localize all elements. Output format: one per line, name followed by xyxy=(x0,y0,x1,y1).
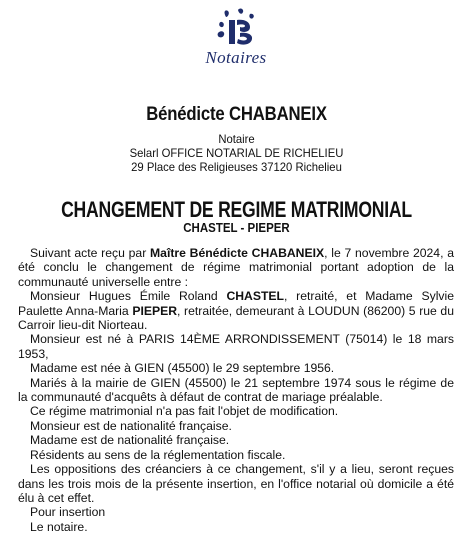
text: , retraité, et Madame Sylvie Paulette Anna-Maria xyxy=(18,289,454,318)
notaires-emblem-icon xyxy=(213,8,259,48)
paragraph-signature: Le notaire. xyxy=(30,519,88,534)
paragraph-nationality-wife: Madame est de nationalité française. xyxy=(30,433,230,448)
paragraph-no-modification: Ce régime matrimonial n'a pas fait l'objet de modification. xyxy=(30,404,339,419)
surname-bold: PIEPER xyxy=(132,303,178,318)
notice-title: CHANGEMENT DE REGIME MATRIMONIAL xyxy=(61,197,412,222)
paragraph-birth-wife: Madame est née à GIEN (45500) le 29 septembre 1956. xyxy=(30,361,335,376)
notaires-logo xyxy=(186,8,286,72)
paragraph-residence: Résidents au sens de la réglementation fiscale. xyxy=(30,447,286,462)
notice-body xyxy=(18,246,454,534)
text: , retraitée, demeurant à LOUDUN (86200) 5 rue du Carroir lieu-dit Niorteau. xyxy=(18,303,454,333)
text: , le 7 novembre 2024, a été conclu le changement de régime matrimonial portant adoption de la communauté universelle entre : xyxy=(18,246,454,289)
paragraph-for-insertion: Pour insertion xyxy=(30,505,106,520)
surname-bold: CHASTEL xyxy=(226,289,284,304)
logo-wordmark: Notaires xyxy=(205,48,267,67)
notary-bold: Maître Bénédicte CHABANEIX xyxy=(150,246,325,260)
notary-name: Bénédicte CHABANEIX xyxy=(146,104,327,125)
paragraph-birth-husband: Monsieur est né à PARIS 14ÈME ARRONDISSEMENT (75014) le 18 mars 1953, xyxy=(18,332,454,361)
paragraph-parties xyxy=(18,289,454,332)
text: Suivant acte reçu par xyxy=(30,246,151,260)
text: Monsieur Hugues Émile Roland xyxy=(30,289,227,304)
paragraph-marriage: Mariés à la mairie de GIEN (45500) le 21 septembre 1974 sous le régime de la communauté d'acquêts à défaut de contrat de mariage préalable. xyxy=(18,375,454,405)
paragraph-act xyxy=(18,246,454,289)
notice-subtitle: CHASTEL - PIEPER xyxy=(183,221,290,235)
paragraph-oppositions: Les oppositions des créanciers à ce changement, s'il y a lieu, seront reçues dans les trois mois de la présente insertion, en l'office notarial où domicile a été élu à cet effet. xyxy=(18,462,454,505)
office-address: 29 Place des Religieuses 37120 Richelieu xyxy=(131,160,342,174)
paragraph-nationality-husband: Monsieur est de nationalité française. xyxy=(30,418,232,433)
notary-role: Notaire xyxy=(218,132,255,146)
office-name: Selarl OFFICE NOTARIAL DE RICHELIEU xyxy=(129,146,344,160)
